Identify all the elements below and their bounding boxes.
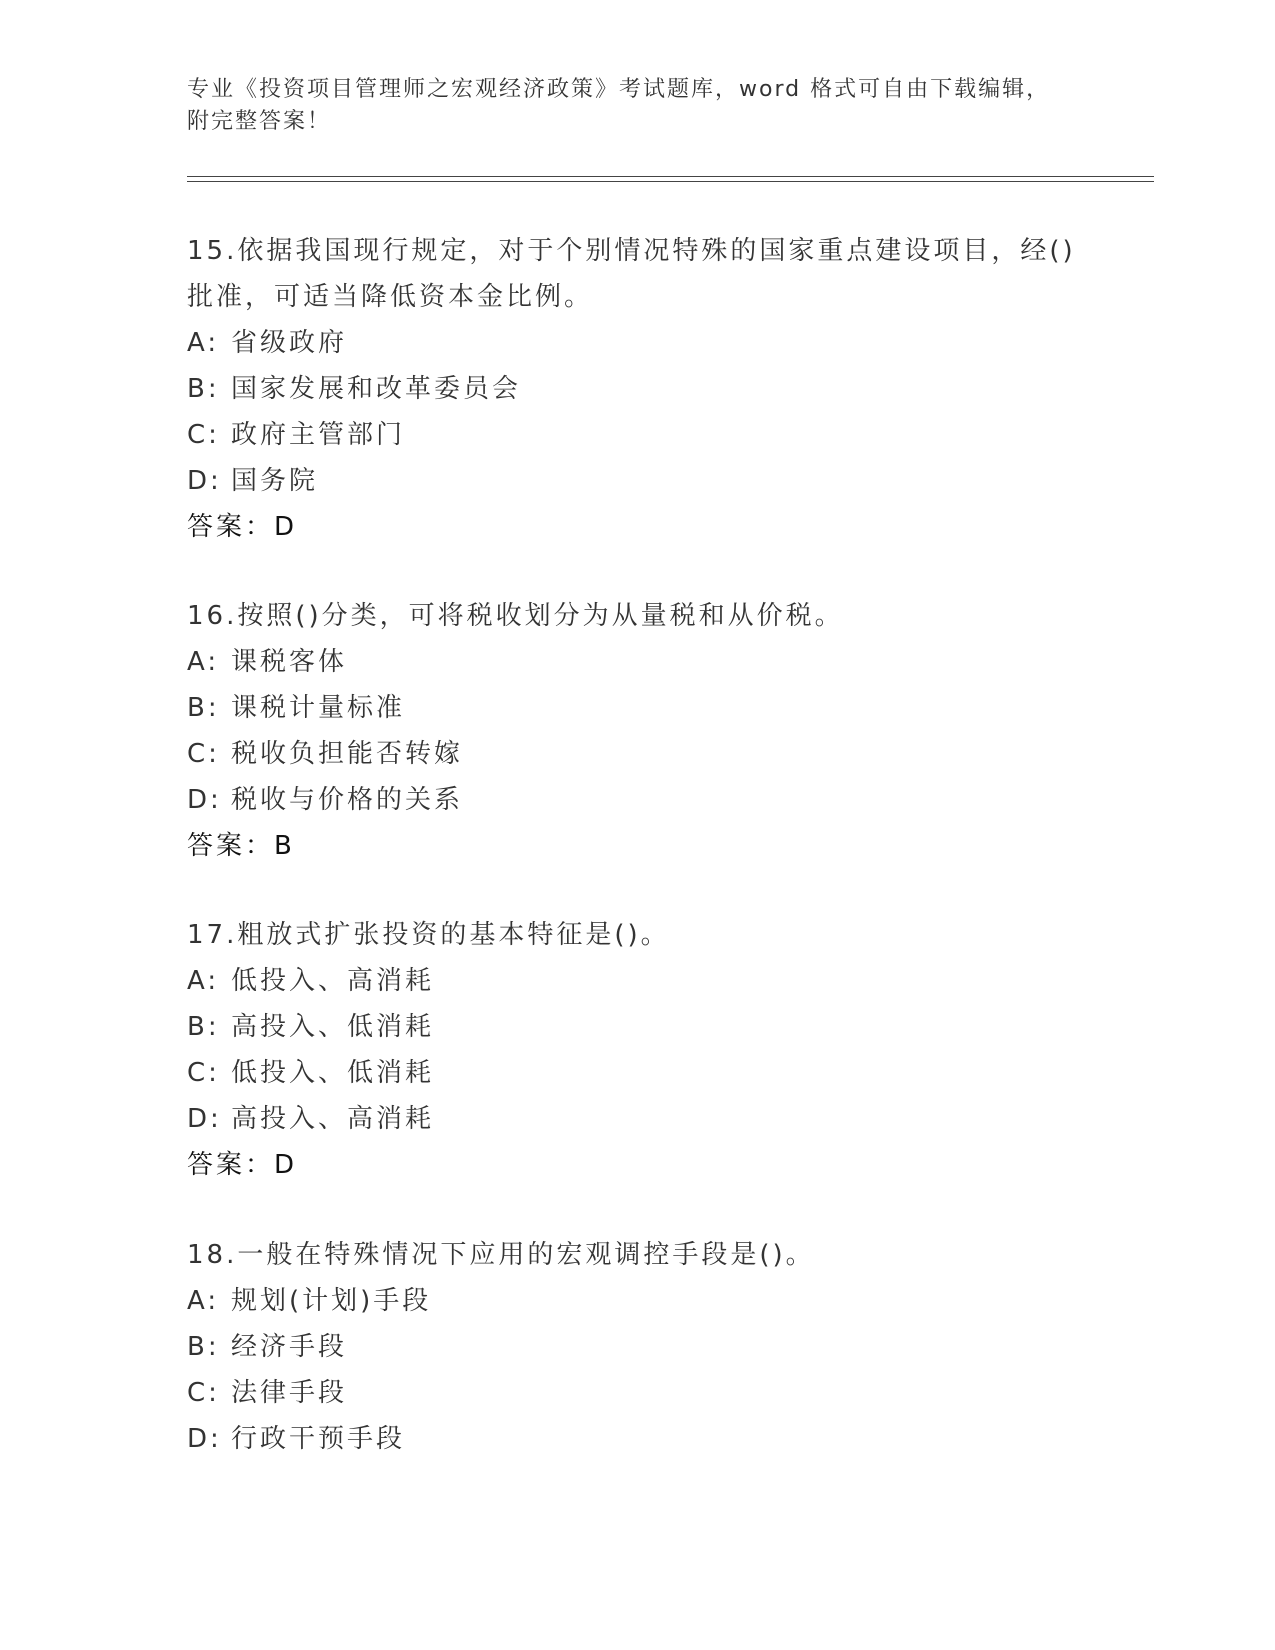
option-a (187, 1278, 1087, 1324)
option-letter: C: (187, 739, 220, 769)
option-text: 国家发展和改革委员会 (231, 374, 522, 404)
option-text: 国务院 (231, 466, 319, 496)
option-letter: D: (187, 1424, 222, 1454)
option-letter: A: (187, 647, 220, 677)
question-stem: 17.粗放式扩张投资的基本特征是()。 (187, 920, 670, 950)
option-text: 省级政府 (231, 328, 348, 358)
answer-line: 答案：D (187, 1150, 298, 1180)
option-c (187, 1050, 1087, 1096)
question-stem: 18.一般在特殊情况下应用的宏观调控手段是()。 (187, 1240, 815, 1270)
option-letter: A: (187, 1286, 220, 1316)
option-c (187, 412, 1087, 458)
option-letter: A: (187, 328, 220, 358)
answer-line: 答案：B (187, 831, 295, 861)
question-stem-continued: 批准，可适当降低资本金比例。 (187, 282, 594, 312)
option-text: 政府主管部门 (231, 420, 406, 450)
option-text: 税收负担能否转嫁 (231, 739, 464, 769)
option-letter: D: (187, 785, 222, 815)
option-text: 课税计量标准 (231, 693, 406, 723)
option-b (187, 685, 1087, 731)
option-c (187, 1370, 1087, 1416)
option-text: 规划(计划)手段 (231, 1286, 432, 1316)
document-header (187, 74, 1087, 138)
option-letter: C: (187, 1378, 220, 1408)
header-line-2: 附完整答案！ (187, 109, 332, 134)
option-text: 低投入、高消耗 (231, 966, 435, 996)
option-text: 法律手段 (231, 1378, 348, 1408)
option-text: 高投入、低消耗 (231, 1012, 435, 1042)
option-text: 税收与价格的关系 (231, 785, 464, 815)
question-stem: 15.依据我国现行规定，对于个别情况特殊的国家重点建设项目，经() (187, 236, 1076, 266)
header-divider-bottom (187, 181, 1154, 182)
option-c (187, 731, 1087, 777)
question-15 (187, 228, 1087, 550)
question-17 (187, 912, 1087, 1188)
header-line-1: 专业《投资项目管理师之宏观经济政策》考试题库，word 格式可自由下载编辑， (187, 77, 1051, 102)
option-d (187, 777, 1087, 823)
answer-line: 答案：D (187, 512, 298, 542)
option-letter: A: (187, 966, 220, 996)
option-a (187, 958, 1087, 1004)
option-letter: B: (187, 1012, 220, 1042)
option-letter: B: (187, 693, 220, 723)
option-text: 课税客体 (231, 647, 348, 677)
option-a (187, 320, 1087, 366)
question-stem: 16.按照()分类，可将税收划分为从量税和从价税。 (187, 601, 844, 631)
option-letter: D: (187, 466, 222, 496)
option-letter: B: (187, 1332, 220, 1362)
option-d (187, 458, 1087, 504)
question-18 (187, 1232, 1087, 1462)
option-d (187, 1416, 1087, 1462)
option-letter: B: (187, 374, 220, 404)
option-b (187, 366, 1087, 412)
option-text: 经济手段 (231, 1332, 348, 1362)
option-b (187, 1004, 1087, 1050)
option-letter: D: (187, 1104, 222, 1134)
option-text: 行政干预手段 (231, 1424, 406, 1454)
option-a (187, 639, 1087, 685)
option-letter: C: (187, 1058, 220, 1088)
option-d (187, 1096, 1087, 1142)
header-divider-top (187, 176, 1154, 177)
option-text: 低投入、低消耗 (231, 1058, 435, 1088)
option-text: 高投入、高消耗 (231, 1104, 435, 1134)
option-letter: C: (187, 420, 220, 450)
option-b (187, 1324, 1087, 1370)
question-16 (187, 593, 1087, 869)
